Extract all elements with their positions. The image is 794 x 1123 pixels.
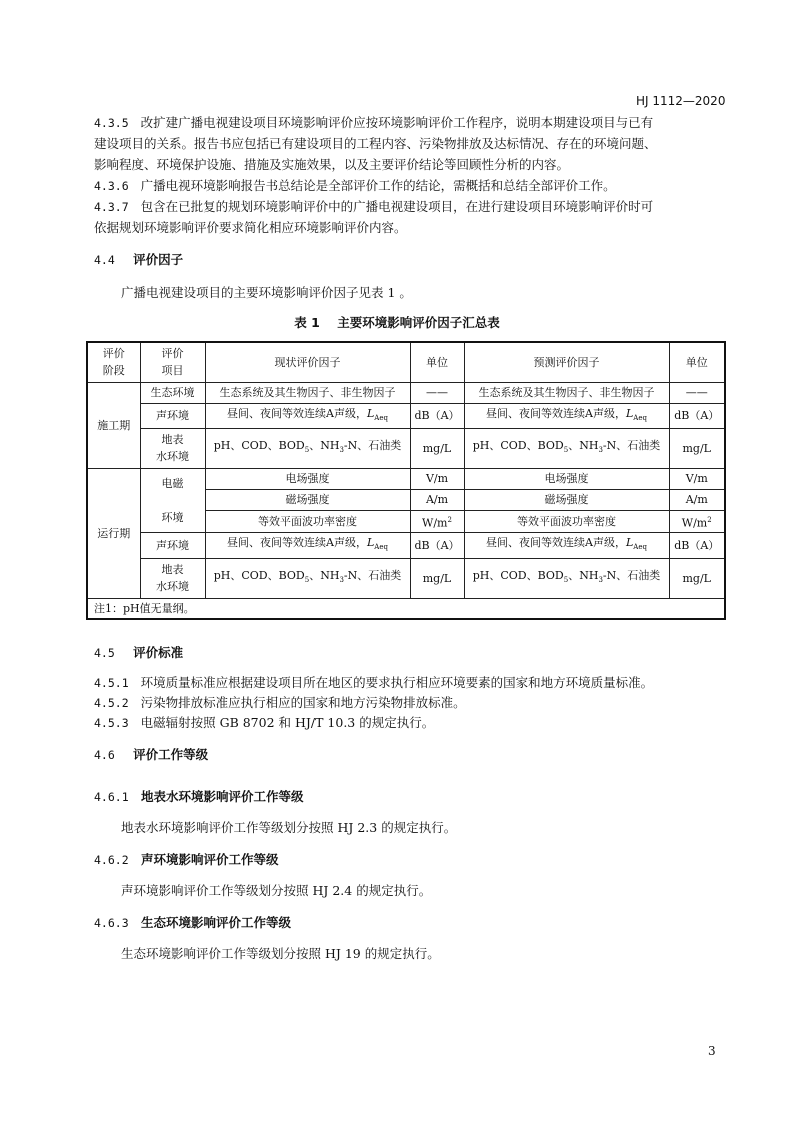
section-number: 4.6.3	[94, 916, 129, 930]
table-caption: 表 1 主要环境影响评价因子汇总表	[294, 315, 500, 330]
section-heading-4-4	[94, 250, 183, 268]
table-row	[87, 468, 725, 489]
current-cell: pH、COD、$BOD_5$、$NH_3-N$、石油类	[205, 428, 410, 468]
paragraph-line: 建设项目的关系。报告书应包括已有建设项目的工程内容、污染物排放及达标情况、存在的环境问题、	[94, 136, 657, 151]
unit-cell: mg/L	[410, 428, 464, 468]
paragraph-line: 污染物排放标准应执行相应的国家和地方污染物排放标准。	[140, 695, 466, 710]
clause-4-5-2	[94, 692, 466, 714]
item-cell: 声环境	[140, 533, 205, 558]
paragraph-line: 依据规划环境影响评价要求简化相应环境影响评价内容。	[94, 220, 407, 235]
paragraph-line: 环境质量标准应根据建设项目所在地区的要求执行相应环境要素的国家和地方环境质量标准。	[140, 675, 654, 690]
item-cell: 电磁 环境	[140, 468, 205, 533]
paragraph-line: 影响程度、环境保护设施、措施及实施效果，以及主要评价结论等回顾性分析的内容。	[94, 157, 570, 172]
clause-number: 4.3.7	[94, 200, 129, 214]
unit-cell: V/m	[669, 468, 725, 489]
item-cell: 声环境	[140, 403, 205, 428]
table-row	[87, 428, 725, 468]
section-title: 评价标准	[133, 645, 184, 660]
section-title: 评价工作等级	[133, 747, 209, 762]
current-cell: 生态系统及其生物因子、非生物因子	[205, 382, 410, 403]
current-cell: pH、COD、$BOD_5$、$NH_3-N$、石油类	[205, 558, 410, 598]
item-cell: 地表 水环境	[140, 558, 205, 598]
paragraph: 地表水环境影响评价工作等级划分按照 HJ 2.3 的规定执行。	[121, 820, 457, 835]
table-row	[87, 403, 725, 428]
predict-cell: 生态系统及其生物因子、非生物因子	[464, 382, 669, 403]
paragraph-line: 电磁辐射按照 GB 8702 和 HJ/T 10.3 的规定执行。	[140, 715, 435, 730]
unit-cell: mg/L	[669, 558, 725, 598]
item-cell: 地表 水环境	[140, 428, 205, 468]
unit-cell: ——	[410, 382, 464, 403]
clause-4-3-5	[94, 112, 653, 134]
subsection-heading-4-6-2	[94, 850, 279, 868]
page-number: 3	[708, 1044, 716, 1058]
clause-4-3-6	[94, 175, 616, 197]
unit-cell: $W/m^2$	[410, 510, 464, 533]
current-cell: 电场强度	[205, 468, 410, 489]
section-title: 声环境影响评价工作等级	[140, 852, 279, 867]
clause-number: 4.3.6	[94, 179, 129, 193]
section-title: 地表水环境影响评价工作等级	[140, 789, 304, 804]
table-row	[87, 382, 725, 403]
section-heading-4-6	[94, 745, 208, 763]
stage-cell: 运行期	[87, 468, 140, 598]
current-cell: 昼间、夜间等效连续A声级，$L_{Aeq}$	[205, 533, 410, 558]
predict-cell: pH、COD、$BOD_5$、$NH_3-N$、石油类	[464, 558, 669, 598]
unit-cell: dB（A）	[410, 533, 464, 558]
section-title: 评价因子	[133, 252, 184, 267]
paragraph: 声环境影响评价工作等级划分按照 HJ 2.4 的规定执行。	[121, 883, 432, 898]
header-item: 评价 项目	[140, 342, 205, 382]
paragraph-line: 广播电视环境影响报告书总结论是全部评价工作的结论，需概括和总结全部评价工作。	[140, 178, 616, 193]
unit-cell: dB（A）	[410, 403, 464, 428]
clause-number: 4.5.1	[94, 676, 129, 690]
header-unit: 单位	[410, 342, 464, 382]
clause-4-5-3	[94, 712, 434, 734]
paragraph: 生态环境影响评价工作等级划分按照 HJ 19 的规定执行。	[121, 946, 440, 961]
predict-cell: 昼间、夜间等效连续A声级，$L_{Aeq}$	[464, 403, 669, 428]
current-cell: 等效平面波功率密度	[205, 510, 410, 533]
section-number: 4.6.2	[94, 853, 129, 867]
predict-cell: pH、COD、$BOD_5$、$NH_3-N$、石油类	[464, 428, 669, 468]
clause-4-3-7	[94, 196, 653, 218]
subsection-heading-4-6-3	[94, 913, 291, 931]
unit-cell: A/m	[410, 489, 464, 510]
item-cell: 生态环境	[140, 382, 205, 403]
unit-cell: V/m	[410, 468, 464, 489]
unit-cell: dB（A）	[669, 403, 725, 428]
section-number: 4.6	[94, 748, 115, 762]
unit-cell: ——	[669, 382, 725, 403]
header-unit: 单位	[669, 342, 725, 382]
stage-cell: 施工期	[87, 382, 140, 468]
section-number: 4.5	[94, 646, 115, 660]
predict-cell: 电场强度	[464, 468, 669, 489]
clause-number: 4.5.2	[94, 696, 129, 710]
unit-cell: dB（A）	[669, 533, 725, 558]
predict-cell: 磁场强度	[464, 489, 669, 510]
current-cell: 磁场强度	[205, 489, 410, 510]
section-heading-4-5	[94, 643, 183, 661]
table-header-row	[87, 342, 725, 382]
paragraph: 广播电视建设项目的主要环境影响评价因子见表 1 。	[121, 285, 412, 300]
paragraph-line: 包含在已批复的规划环境影响评价中的广播电视建设项目，在进行建设项目环境影响评价时可	[140, 199, 654, 214]
unit-cell: mg/L	[669, 428, 725, 468]
factor-summary-table	[86, 341, 726, 620]
document-code: HJ 1112—2020	[636, 94, 726, 108]
current-cell: 昼间、夜间等效连续A声级，$L_{Aeq}$	[205, 403, 410, 428]
predict-cell: 等效平面波功率密度	[464, 510, 669, 533]
section-title: 生态环境影响评价工作等级	[140, 915, 291, 930]
header-stage: 评价 阶段	[87, 342, 140, 382]
paragraph-line: 改扩建广播电视建设项目环境影响评价应按环境影响评价工作程序，说明本期建设项目与已有	[140, 115, 654, 130]
subsection-heading-4-6-1	[94, 787, 304, 805]
predict-cell: 昼间、夜间等效连续A声级，$L_{Aeq}$	[464, 533, 669, 558]
table-note: 注1：pH值无量纲。	[87, 598, 725, 619]
unit-cell: $W/m^2$	[669, 510, 725, 533]
clause-number: 4.5.3	[94, 716, 129, 730]
table-note-row	[87, 598, 725, 619]
header-predict: 预测评价因子	[464, 342, 669, 382]
clause-4-5-1	[94, 672, 653, 694]
table-row	[87, 533, 725, 558]
unit-cell: mg/L	[410, 558, 464, 598]
unit-cell: A/m	[669, 489, 725, 510]
section-number: 4.6.1	[94, 790, 129, 804]
clause-number: 4.3.5	[94, 116, 129, 130]
section-number: 4.4	[94, 253, 115, 267]
header-current: 现状评价因子	[205, 342, 410, 382]
table-row	[87, 558, 725, 598]
